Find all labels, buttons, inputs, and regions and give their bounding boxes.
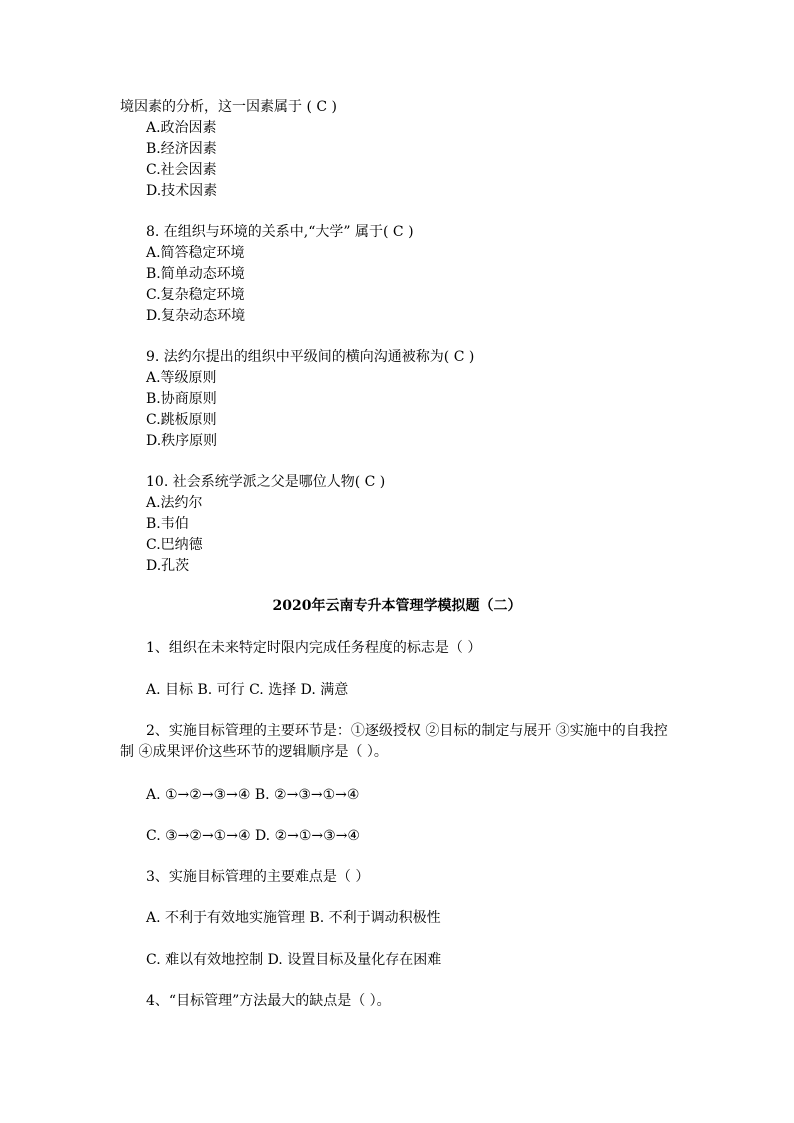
- s2-question-2-options-line1: A. ①→②→③→④ B. ②→③→①→④: [146, 787, 360, 803]
- s2-question-2-text-line2: 制 ④成果评价这些环节的逻辑顺序是（ ）。: [120, 744, 388, 760]
- question-text: 境因素的分析，这一因素属于 ( C ): [120, 99, 337, 115]
- q9-option-d: D.秩序原则: [146, 433, 218, 449]
- q8-option-c: C.复杂稳定环境: [146, 287, 245, 303]
- s2-question-2-text-line1: 2、实施目标管理的主要环节是：①逐级授权 ②目标的制定与展开 ③实施中的自我控: [146, 723, 668, 739]
- question-8-text: 8. 在组织与环境的关系中,“大学” 属于( C ): [146, 224, 414, 240]
- q10-option-a: A.法约尔: [146, 495, 203, 511]
- q9-option-c: C.跳板原则: [146, 412, 217, 428]
- q8-option-b: B.简单动态环境: [146, 266, 245, 282]
- q10-option-c: C.巴纳德: [146, 537, 203, 553]
- option-c: C.社会因素: [146, 162, 217, 178]
- q10-option-b: B.韦伯: [146, 516, 189, 532]
- section-title: 2020年云南专升本管理学模拟题（二）: [272, 598, 522, 614]
- q8-option-a: A.简答稳定环境: [146, 245, 245, 261]
- s2-question-3-options-line2: C. 难以有效地控制 D. 设置目标及量化存在困难: [146, 952, 442, 968]
- s2-question-2-options-line2: C. ③→②→①→④ D. ②→①→③→④: [146, 828, 360, 844]
- question-9-text: 9. 法约尔提出的组织中平级间的横向沟通被称为( C ): [146, 349, 475, 365]
- s2-question-1-options: A. 目标 B. 可行 C. 选择 D. 满意: [146, 682, 349, 698]
- q9-option-b: B.协商原则: [146, 391, 217, 407]
- option-a: A.政治因素: [146, 120, 217, 136]
- q9-option-a: A.等级原则: [146, 370, 217, 386]
- s2-question-4-text: 4、“目标管理”方法最大的缺点是（ ）。: [146, 993, 391, 1009]
- option-d: D.技术因素: [146, 183, 218, 199]
- s2-question-3-text: 3、实施目标管理的主要难点是（ ）: [146, 869, 370, 885]
- q8-option-d: D.复杂动态环境: [146, 308, 246, 324]
- question-10-text: 10. 社会系统学派之父是哪位人物( C ): [146, 474, 386, 490]
- s2-question-1-text: 1、组织在未来特定时限内完成任务程度的标志是（ ）: [146, 640, 482, 656]
- q10-option-d: D.孔茨: [146, 558, 190, 574]
- option-b: B.经济因素: [146, 141, 217, 157]
- s2-question-3-options-line1: A. 不利于有效地实施管理 B. 不利于调动积极性: [146, 910, 441, 926]
